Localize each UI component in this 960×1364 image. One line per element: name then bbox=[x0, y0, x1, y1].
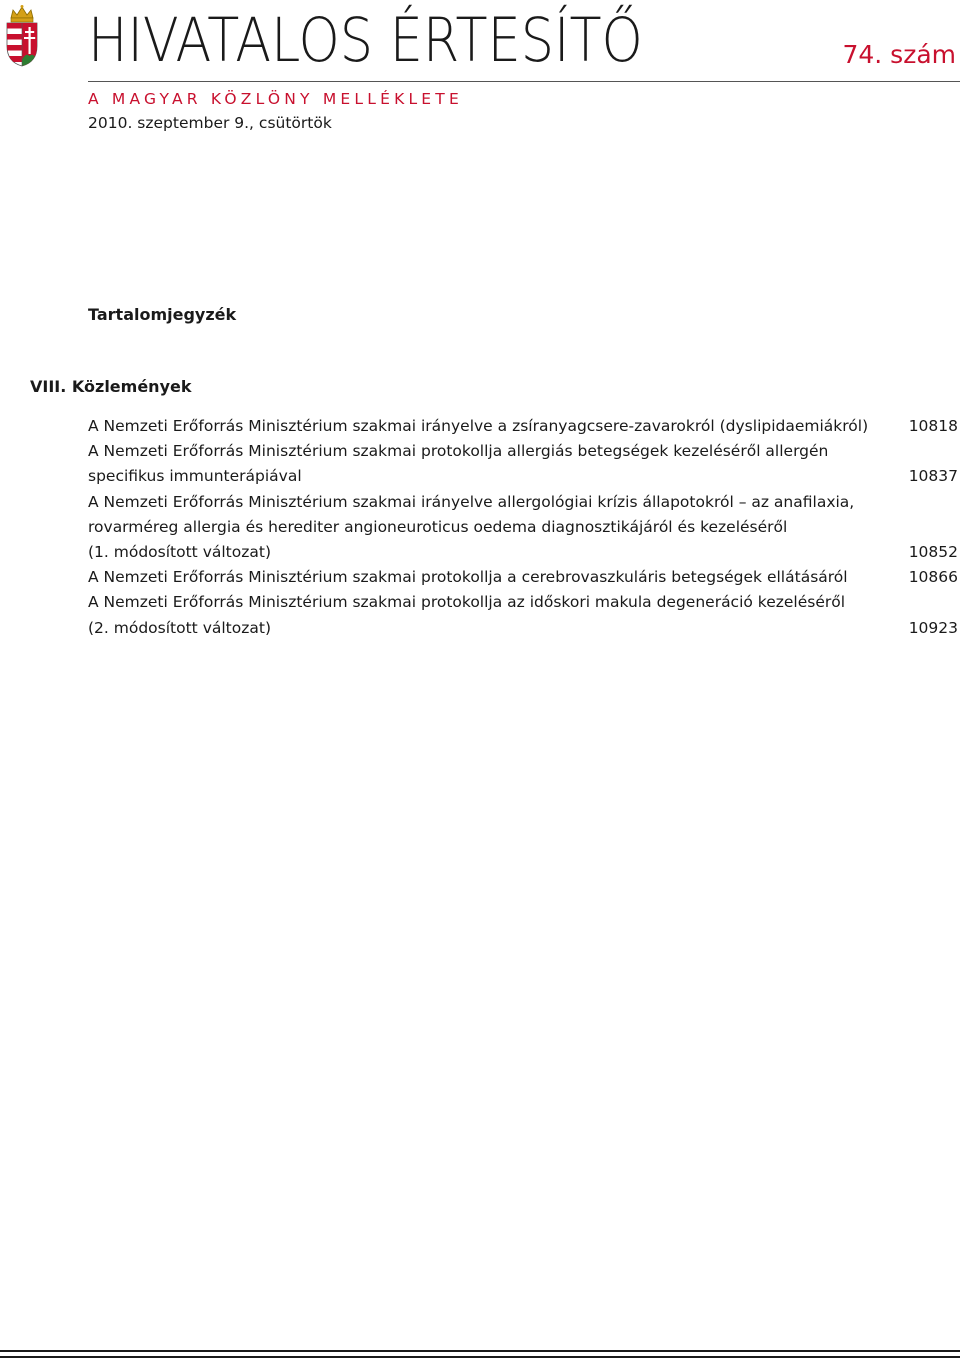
toc-entry-title bbox=[88, 590, 909, 640]
toc-list bbox=[88, 414, 958, 641]
toc-entry-title bbox=[88, 490, 909, 566]
toc-entry bbox=[88, 490, 958, 566]
toc-entry-page: 10923 bbox=[908, 618, 958, 637]
publication-subtitle: A MAGYAR KÖZLÖNY MELLÉKLETE bbox=[88, 90, 463, 108]
toc-entry-line: A Nemzeti Erőforrás Minisztérium szakmai protokollja allergiás betegségek kezeléséről allergén bbox=[88, 442, 829, 461]
toc-entry-page: 10837 bbox=[908, 467, 958, 486]
footer-divider-bottom bbox=[0, 1356, 960, 1358]
publication-title: HIVATALOS ÉRTESÍTŐ bbox=[88, 5, 643, 76]
toc-entry-line: A Nemzeti Erőforrás Minisztérium szakmai irányelve allergológiai krízis állapotokról – az anafilaxia, bbox=[88, 492, 855, 511]
header-divider bbox=[88, 81, 960, 82]
toc-entry-page: 10852 bbox=[908, 543, 958, 562]
toc-entry-page: 10866 bbox=[908, 568, 958, 587]
toc-entry-line: A Nemzeti Erőforrás Minisztérium szakmai protokollja az időskori makula degeneráció kezeléséről bbox=[88, 593, 846, 612]
toc-entry bbox=[88, 439, 958, 489]
publication-date: 2010. szeptember 9., csütörtök bbox=[88, 114, 332, 132]
toc-entry-line: (2. módosított változat) bbox=[88, 618, 271, 637]
toc-heading: Tartalomjegyzék bbox=[88, 305, 237, 324]
toc-entry bbox=[88, 565, 958, 590]
toc-entry-line: A Nemzeti Erőforrás Minisztérium szakmai protokollja a cerebrovaszkuláris betegségek ellátásáról bbox=[88, 568, 848, 587]
toc-entry-line: specifikus immunterápiával bbox=[88, 467, 302, 486]
issue-number: 74. szám bbox=[842, 40, 956, 69]
toc-entry-line: (1. módosított változat) bbox=[88, 543, 271, 562]
toc-entry-title bbox=[88, 565, 909, 590]
toc-entry-line: rovarméreg allergia és herediter angioneuroticus oedema diagnosztikájáról és kezeléséről bbox=[88, 517, 788, 536]
section-heading: VIII. Közlemények bbox=[30, 377, 192, 396]
hungarian-coat-of-arms-icon bbox=[4, 4, 40, 68]
toc-entry-title bbox=[88, 414, 909, 439]
toc-entry-title bbox=[88, 439, 909, 489]
toc-entry-page: 10818 bbox=[908, 417, 958, 435]
toc-entry bbox=[88, 414, 958, 439]
toc-entry bbox=[88, 590, 958, 640]
footer-divider-top bbox=[0, 1350, 960, 1352]
toc-entry-line: A Nemzeti Erőforrás Minisztérium szakmai irányelve a zsíranyagcsere-zavarokról (dyslipidaemiákról) bbox=[88, 417, 869, 435]
